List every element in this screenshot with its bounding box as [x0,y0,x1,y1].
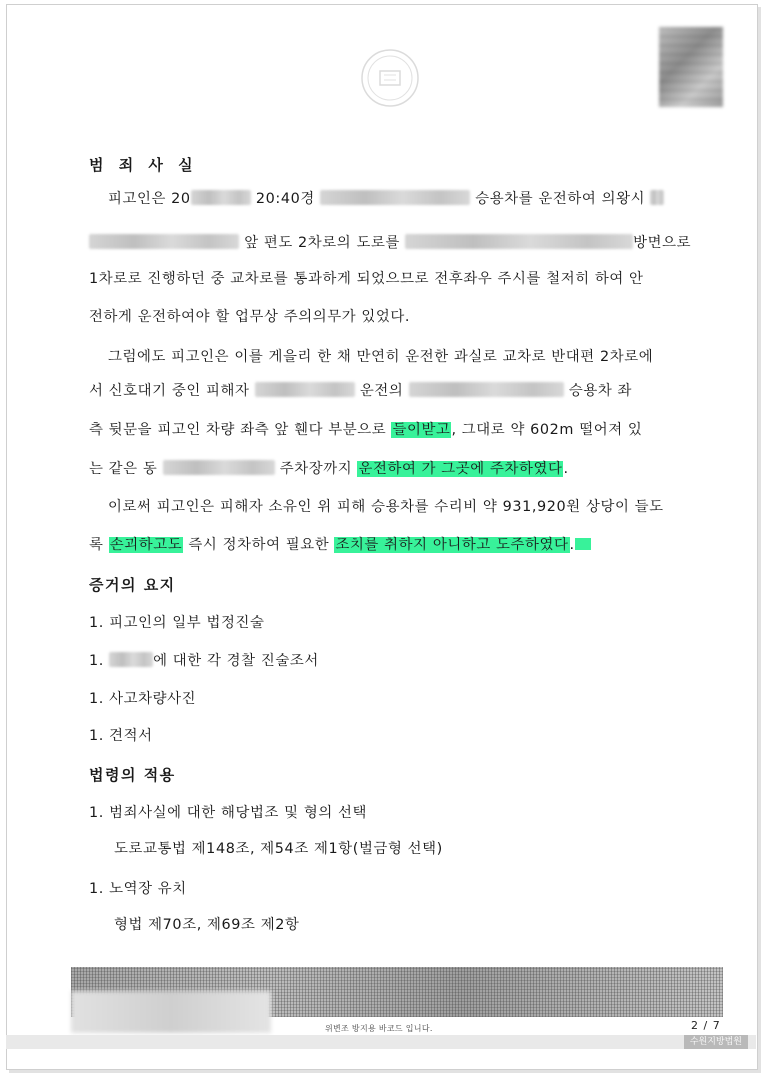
fact-line-7: 측 뒷문을 피고인 차량 좌측 앞 휀다 부분으로 들이받고, 그대로 약 602m 떨어져 있 [89,422,643,438]
barcode-notice: 위변조 방지용 바코드 입니다. [325,1024,433,1033]
fact-line-10: 록 손괴하고도 즉시 정차하여 필요한 조치를 취하지 아니하고 도주하였다. [89,535,591,555]
redacted-place [163,460,275,475]
highlight-tail [575,538,591,550]
redacted-barcode [659,27,723,107]
highlight-flight: 조치를 취하지 아니하고 도주하였다 [335,537,569,553]
page-number: 2 / 7 [691,1019,721,1032]
court-name: 수원지방법원 [684,1035,748,1049]
law-item-1-detail: 도로교통법 제148조, 제54조 제1항(벌금형 선택) [114,841,443,857]
fact-line-9: 이로써 피고인은 피해자 소유인 위 피해 승용차를 수리비 약 931,920원 상당이 들도 [108,499,664,515]
redacted-victim-vehicle [409,382,564,397]
fact-line-4: 전하게 운전하여야 할 업무상 주의의무가 있었다. [89,309,411,325]
evidence-item-2: 1. 에 대한 각 경찰 진술조서 [89,653,319,669]
law-item-1: 1. 범죄사실에 대한 해당법조 및 형의 선택 [89,805,367,821]
fact-line-5: 그럼에도 피고인은 이를 게을리 한 채 만연히 운전한 과실로 교차로 반대편 2차로에 [108,349,654,365]
redacted-vehicle [320,190,470,205]
heading-law: 법령의 적용 [89,766,176,784]
redacted-date [191,190,251,205]
fact-line-1: 피고인은 20 20:40경 승용차를 운전하여 의왕시 [108,189,664,209]
fact-line-2: 앞 편도 2차로의 도로를 방면으로 [89,233,691,253]
highlight-parking: 운전하여 가 그곳에 주차하였다 [358,461,563,477]
heading-evidence: 증거의 요지 [89,576,176,594]
fact-line-3: 1차로로 진행하던 중 교차로를 통과하게 되었으므로 전후좌우 주시를 철저히 하여 안 [89,271,644,287]
law-item-2: 1. 노역장 유치 [89,881,187,897]
redacted-location [89,234,239,249]
highlight-damage: 손괴하고도 [109,537,183,553]
redacted-victim [255,382,355,397]
evidence-item-3: 1. 사고차량사진 [89,691,197,707]
redacted-address [650,190,664,205]
evidence-item-4: 1. 견적서 [89,728,153,744]
court-seal-icon [359,47,421,109]
redacted-name [109,652,153,667]
heading-crime-facts: 범 죄 사 실 [89,156,198,174]
law-item-2-detail: 형법 제70조, 제69조 제2항 [114,917,300,933]
court-footer-bar [6,1035,756,1049]
evidence-item-1: 1. 피고인의 일부 법정진술 [89,615,265,631]
redacted-footer [71,991,271,1033]
document-page [6,4,758,1070]
redacted-road [405,234,633,249]
fact-line-8: 는 같은 동 주차장까지 운전하여 가 그곳에 주차하였다. [89,461,569,477]
highlight-collision: 들이받고 [392,422,451,438]
fact-line-6: 서 신호대기 중인 피해자 운전의 승용차 좌 [89,383,632,399]
